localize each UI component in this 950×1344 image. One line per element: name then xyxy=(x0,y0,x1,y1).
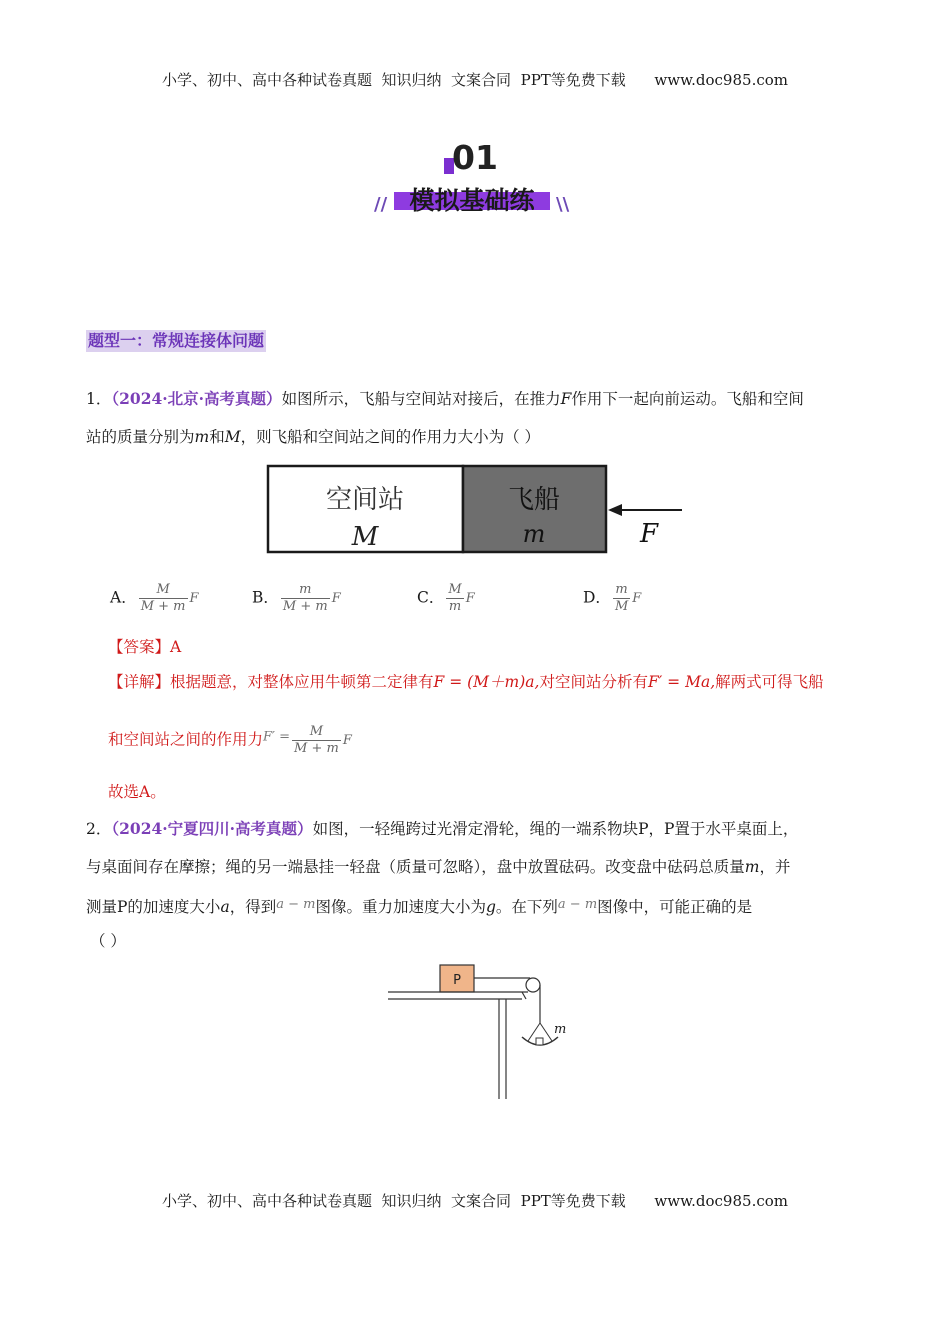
space-station-mass: M xyxy=(351,522,379,552)
q1-detail-line2: 和空间站之间的作用力$^{F' =}$ $\frac{M}{M + m}$ F xyxy=(108,724,352,756)
spaceship-label: 飞船 xyxy=(507,485,561,515)
q1-text: 和 xyxy=(209,428,225,446)
decor-slash-right: \\ xyxy=(556,194,570,215)
q2-am-2: a − m xyxy=(557,897,598,912)
page-header: 小学、初中、高中各种试卷真题 知识归纳 文案合同 PPT等免费下载 www.doc985.com xyxy=(161,71,788,89)
q1-text: ，则飞船和空间站之间的作用力大小为（ ） xyxy=(240,428,541,446)
q1-option-c[interactable]: C． $\frac{M}{m}$ F xyxy=(417,582,475,614)
q2-line3: 测量P的加速度大小a，得到$^{a - m}$图像。重力加速度大小为g。在下列$^{a - m}$图像中，可能正确的是 xyxy=(86,897,753,916)
q1-option-b[interactable]: B． $\frac{m}{M + m}$ F xyxy=(252,582,341,614)
option-label: B． xyxy=(252,588,279,607)
eq2: F′ = Ma, xyxy=(647,673,716,691)
q2-line2: 与桌面间存在摩擦；绳的另一端悬挂一轻盘（质量可忽略），盘中放置砝码。改变盘中砝码总质量m，并 xyxy=(86,858,791,876)
question-type-heading: 题型一：常规连接体问题 xyxy=(88,331,265,350)
mass-label: m xyxy=(554,1022,567,1037)
q1-answer xyxy=(108,636,181,658)
block-p-label: P xyxy=(453,973,461,988)
q2-number: 2． xyxy=(86,820,112,838)
spaceship-mass: m xyxy=(522,520,546,548)
pulley-bracket xyxy=(522,992,526,999)
q1-var-F: F xyxy=(560,390,572,408)
q1-conclusion: 故选A。 xyxy=(108,783,166,801)
eq3-lhs: F′ = xyxy=(263,729,291,745)
q1-detail-line1: 【详解】根据题意，对整体应用牛顿第二定律有F = (M＋m)a,对空间站分析有F′ = Ma,解两式可得飞船 xyxy=(108,673,824,691)
q1-text: 作用下一起向前运动。飞船和空间 xyxy=(571,390,804,408)
decor-slash-left: // xyxy=(374,194,388,215)
force-label: F xyxy=(640,519,659,549)
space-station-label: 空间站 xyxy=(325,485,405,515)
q2-var-a: a xyxy=(220,898,230,916)
section-number: 01 xyxy=(452,138,498,177)
weight xyxy=(536,1038,543,1045)
option-fraction: $\frac{m}{M}$ xyxy=(614,582,629,614)
q2-var-m: m xyxy=(744,858,760,876)
q2-var-g: g xyxy=(485,898,496,916)
q2-line1: 2．（2024·宁夏四川·高考真题）如图，一轻绳跨过光滑定滑轮，绳的一端系物块P，P置于水平桌面上， xyxy=(86,819,799,838)
q1-line2 xyxy=(86,426,540,448)
page-footer: 小学、初中、高中各种试卷真题 知识归纳 文案合同 PPT等免费下载 www.doc985.com xyxy=(161,1192,788,1210)
option-fraction: $\frac{M}{M + m}$ xyxy=(140,582,186,614)
q1-source: （2024·北京·高考真题） xyxy=(111,389,282,408)
q1-text: 站的质量分别为 xyxy=(86,428,195,446)
section-title: 模拟基础练 xyxy=(409,186,535,215)
q2-diagram xyxy=(380,955,580,1105)
option-label: A． xyxy=(110,588,137,607)
q2-source: （2024·宁夏四川·高考真题） xyxy=(111,819,313,838)
option-label: C． xyxy=(417,588,445,607)
q1-option-d[interactable]: D． $\frac{m}{M}$ F xyxy=(583,582,642,614)
option-fraction: $\frac{m}{M + m}$ xyxy=(282,582,328,614)
pulley xyxy=(526,978,540,992)
detail-tag: 【详解】 xyxy=(108,673,171,691)
answer-tag: 【答案】 xyxy=(108,638,171,656)
q1-text: 如图所示，飞船与空间站对接后，在推力 xyxy=(281,390,561,408)
q1-var-M: M xyxy=(224,428,241,446)
q2-paren: （ ） xyxy=(90,932,126,950)
q2-am-1: a − m xyxy=(276,897,316,912)
option-fraction: $\frac{M}{m}$ xyxy=(448,582,462,614)
eq3-fraction: $\frac{M}{M + m}$ xyxy=(294,724,339,756)
q1-var-m: m xyxy=(194,428,210,446)
answer-value: A xyxy=(170,638,182,656)
force-arrow-head xyxy=(608,504,622,516)
eq1: F = (M＋m)a, xyxy=(433,673,540,691)
q1-diagram xyxy=(262,460,702,560)
q1-number: 1． xyxy=(86,390,112,408)
option-label: D． xyxy=(583,588,611,607)
q1-option-a[interactable]: A． $\frac{M}{M + m}$ F xyxy=(110,582,199,614)
q1-line1 xyxy=(86,388,804,410)
